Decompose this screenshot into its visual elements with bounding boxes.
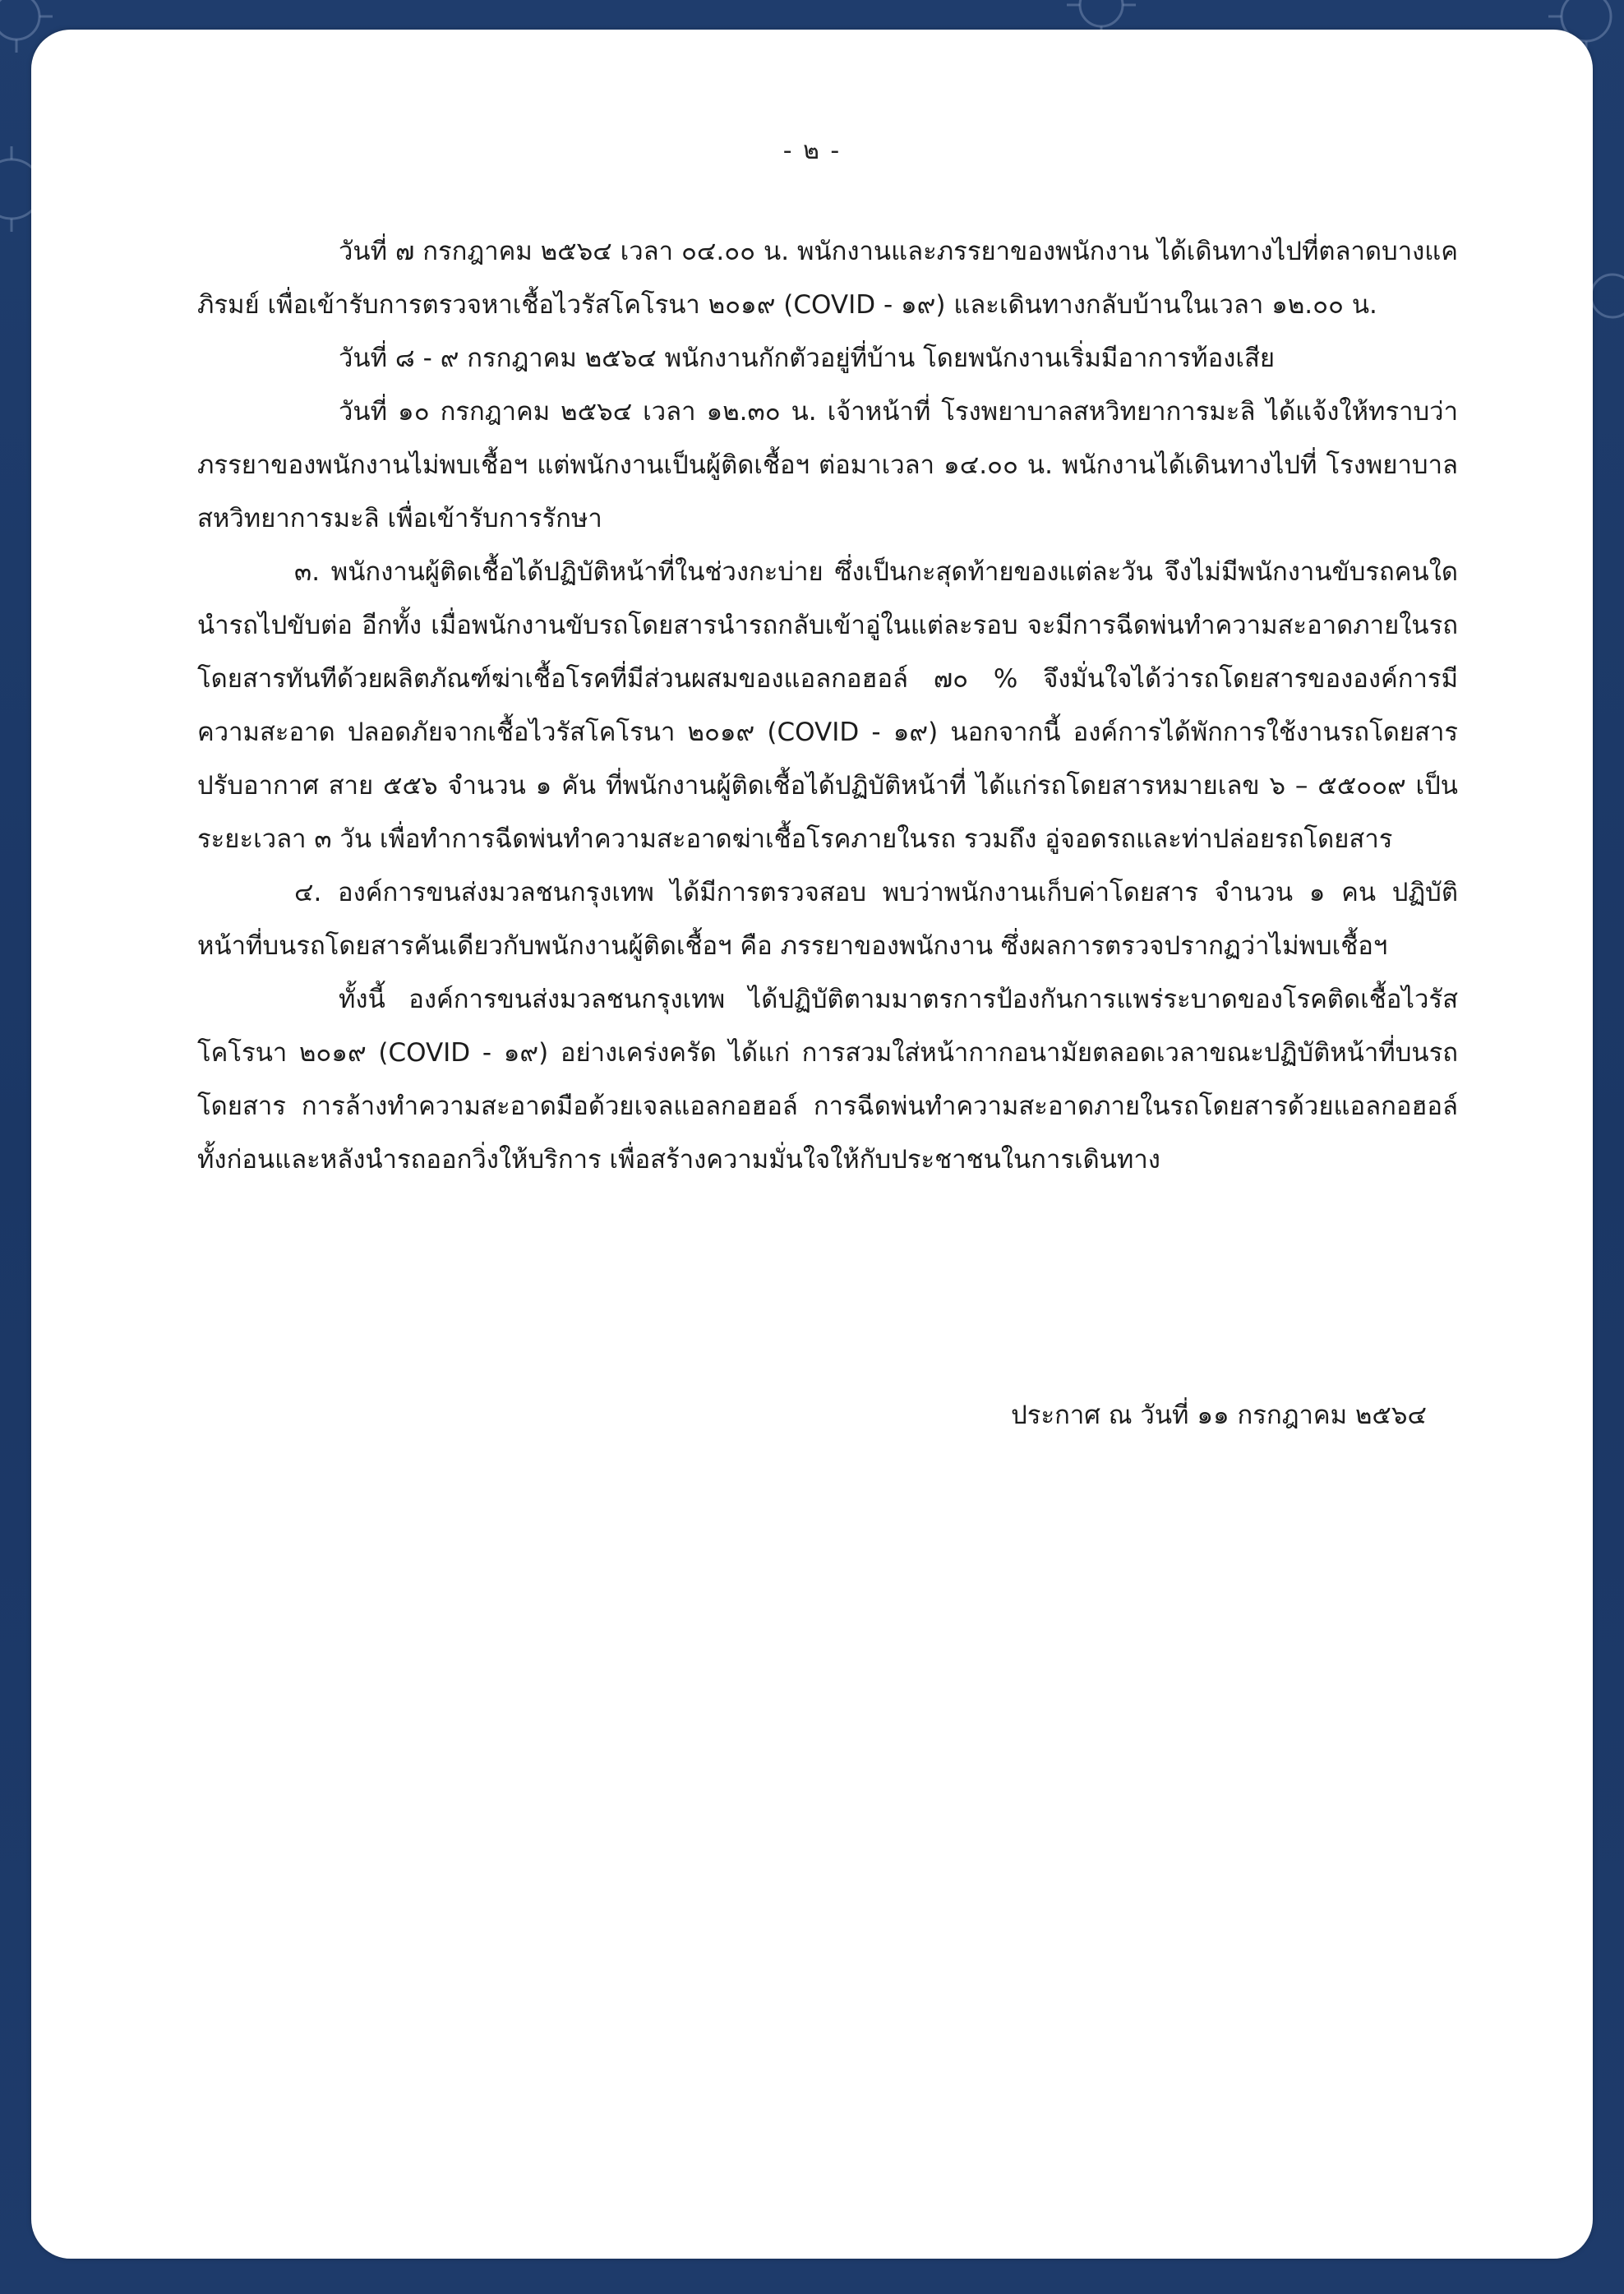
paragraph-measures: ทั้งนี้ องค์การขนส่งมวลชนกรุงเทพ ได้ปฏิบัติตามมาตรการป้องกันการแพร่ระบาดของโรคติดเชื้อไวรัสโคโรนา ๒๐๑๙ (COVID - ๑๙) อย่างเคร่งครัด ได้แก่ การสวมใส่หน้ากากอนามัยตลอดเวลาขณะปฏิบัติหน้าที่บนรถโดยสาร การล้างทำความสะอาดมือด้วยเจลแอลกอฮอล์ การฉีดพ่นทำความสะอาดภายในรถโดยสารด้วยแอลกอฮอล์ ทั้งก่อนและหลังนำรถออกวิ่งให้บริการ เพื่อสร้างความมั่นใจให้กับประชาชนในการเดินทาง [197, 985, 1458, 1175]
paragraph-july-10: วันที่ ๑๐ กรกฎาคม ๒๕๖๔ เวลา ๑๒.๓๐ น. เจ้าหน้าที่ โรงพยาบาลสหวิทยาการมะลิ ได้แจ้งให้ทราบว่า ภรรยาของพนักงานไม่พบเชื้อฯ แต่พนักงานเป็นผู้ติดเชื้อฯ ต่อมาเวลา ๑๔.๐๐ น. พนักงานได้เดินทางไปที่ โรงพยาบาลสหวิทยาการมะลิ เพื่อเข้ารับการรักษา [197, 397, 1458, 533]
paragraph-item-3: ๓. พนักงานผู้ติดเชื้อได้ปฏิบัติหน้าที่ในช่วงกะบ่าย ซึ่งเป็นกะสุดท้ายของแต่ละวัน จึงไม่มีพนักงานขับรถคนใดนำรถไปขับต่อ อีกทั้ง เมื่อพนักงานขับรถโดยสารนำรถกลับเข้าอู่ในแต่ละรอบ จะมีการฉีดพ่นทำความสะอาดภายในรถโดยสารทันทีด้วยผลิตภัณฑ์ฆ่าเชื้อโรคที่มีส่วนผสมของแอลกอฮอล์ ๗๐ % จึงมั่นใจได้ว่ารถโดยสารขององค์การมีความสะอาด ปลอดภัยจากเชื้อไวรัสโคโรนา ๒๐๑๙ (COVID - ๑๙) นอกจากนี้ องค์การได้พักการใช้งานรถโดยสารปรับอากาศ สาย ๕๕๖ จำนวน ๑ คัน ที่พนักงานผู้ติดเชื้อได้ปฏิบัติหน้าที่ ได้แก่รถโดยสารหมายเลข ๖ – ๕๕๐๐๙ เป็นระยะเวลา ๓ วัน เพื่อทำการฉีดพ่นทำความสะอาดฆ่าเชื้อโรคภายในรถ รวมถึง อู่จอดรถและท่าปล่อยรถโดยสาร [197, 557, 1458, 854]
announcement-date: ประกาศ ณ วันที่ ๑๑ กรกฎาคม ๒๕๖๔ [1011, 1401, 1427, 1430]
paragraph-july-7: วันที่ ๗ กรกฎาคม ๒๕๖๔ เวลา ๐๔.๐๐ น. พนักงานและภรรยาของพนักงาน ได้เดินทางไปที่ตลาดบางแคภิรมย์ เพื่อเข้ารับการตรวจหาเชื้อไวรัสโคโรนา ๒๐๑๙ (COVID - ๑๙) และเดินทางกลับบ้านในเวลา ๑๒.๐๐ น. [197, 237, 1458, 320]
paragraph-item-4: ๔. องค์การขนส่งมวลชนกรุงเทพ ได้มีการตรวจสอบ พบว่าพนักงานเก็บค่าโดยสาร จำนวน ๑ คน ปฏิบัติหน้าที่บนรถโดยสารคันเดียวกับพนักงานผู้ติดเชื้อฯ คือ ภรรยาของพนักงาน ซึ่งผลการตรวจปรากฏว่าไม่พบเชื้อฯ [197, 878, 1458, 961]
page-number: - ๒ - [782, 136, 842, 165]
document-page [31, 30, 1593, 2259]
document-body [197, 225, 1458, 1187]
paragraph-july-8-9: วันที่ ๘ - ๙ กรกฎาคม ๒๕๖๔ พนักงานกักตัวอยู่ที่บ้าน โดยพนักงานเริ่มมีอาการท้องเสีย [339, 344, 1276, 373]
